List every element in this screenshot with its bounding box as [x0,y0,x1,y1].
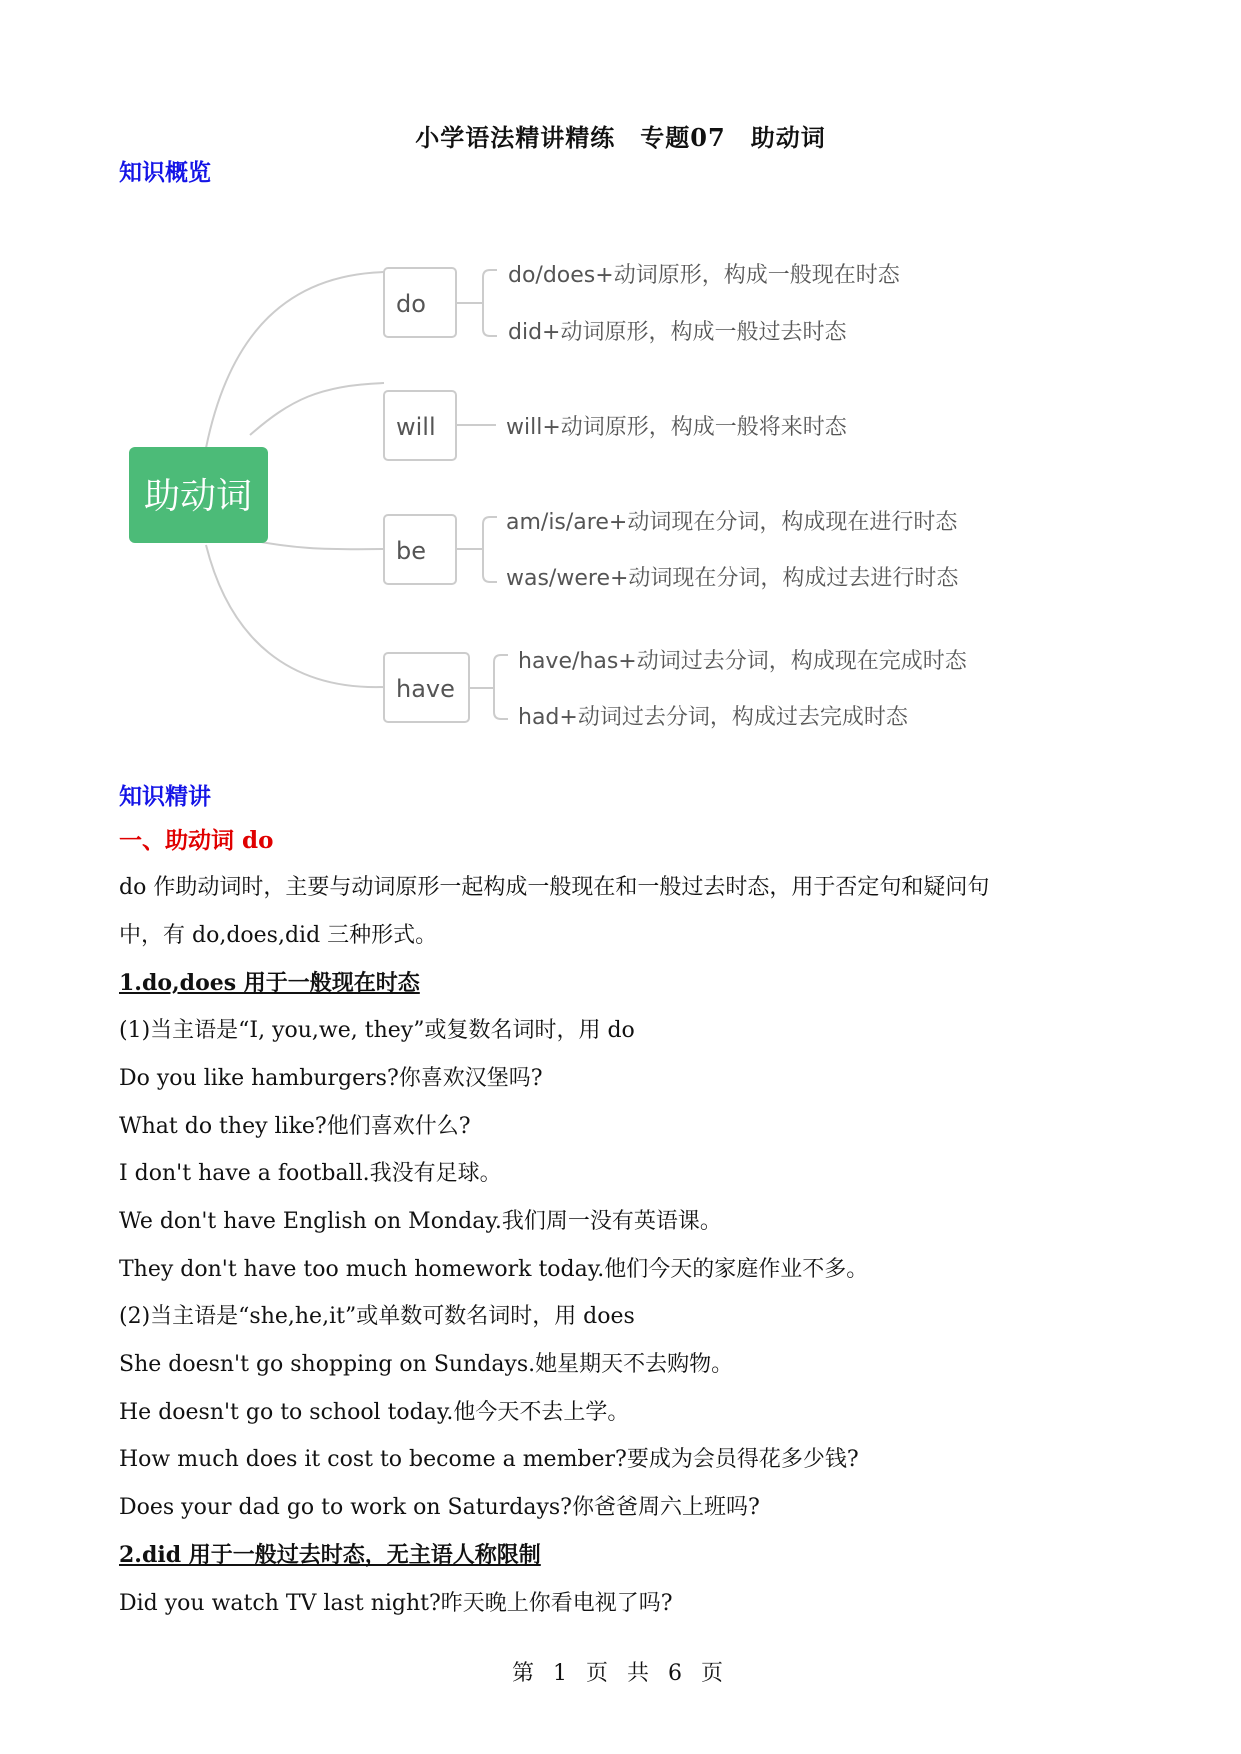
bracket-be [456,517,497,582]
overview-heading: 知识概览 [119,159,211,186]
text-line: I don't have a football.我没有足球。 [119,1161,502,1186]
branch-item: did+动词原形，构成一般过去时态 [508,320,847,345]
text-line: Did you watch TV last night?昨天晚上你看电视了吗? [119,1591,673,1616]
text-line: What do they like?他们喜欢什么? [119,1114,471,1139]
mindmap-root-label: 助动词 [143,476,253,517]
sub2-heading: 2.did 用于一般过去时态，无主语人称限制 [119,1542,541,1568]
lecture-heading: 知识精讲 [119,783,211,810]
bracket-do [456,270,497,336]
branch-item: do/does+动词原形，构成一般现在时态 [508,263,900,288]
page-title: 小学语法精讲精练 专题07 助动词 [415,123,826,152]
connector-be [250,540,384,549]
keyword-have: have [396,675,455,703]
section1-heading: 一、助动词 do [119,827,274,854]
branch-item: was/were+动词现在分词，构成过去进行时态 [506,566,959,591]
paragraph-line: do 作助动词时，主要与动词原形一起构成一般现在和一般过去时态，用于否定句和疑问句 [119,875,990,900]
text-line: (1)当主语是“I, you,we, they”或复数名词时，用 do [119,1018,635,1043]
keyword-will: will [396,413,436,441]
connector-do [206,272,384,448]
text-line: (2)当主语是“she,he,it”或单数可数名词时，用 does [119,1304,635,1329]
text-line: They don't have too much homework today.他们今天的家庭作业不多。 [119,1257,869,1282]
paragraph-line: 中，有 do,does,did 三种形式。 [119,923,438,948]
keyword-be: be [396,537,426,565]
text-line: He doesn't go to school today.他今天不去上学。 [119,1400,630,1425]
connector-have [206,545,384,687]
text-line: Does your dad go to work on Saturdays?你爸爸周六上班吗? [119,1495,760,1520]
bracket-have [469,655,508,719]
branch-item: will+动词原形，构成一般将来时态 [506,415,847,440]
text-line: Do you like hamburgers?你喜欢汉堡吗? [119,1066,543,1091]
text-line: She doesn't go shopping on Sundays.她星期天不去购物。 [119,1352,734,1377]
page-footer: 第 1 页 共 6 页 [512,1661,729,1686]
branch-item: am/is/are+动词现在分词，构成现在进行时态 [506,510,958,535]
connector-will [250,383,384,435]
branch-item: had+动词过去分词，构成过去完成时态 [518,705,908,730]
mindmap-diagram [0,0,1241,760]
branch-item: have/has+动词过去分词，构成现在完成时态 [518,649,967,674]
keyword-do: do [396,290,426,318]
sub1-heading: 1.do,does 用于一般现在时态 [119,970,420,996]
text-line: How much does it cost to become a member?要成为会员得花多少钱? [119,1447,859,1472]
text-line: We don't have English on Monday.我们周一没有英语课。 [119,1209,722,1234]
